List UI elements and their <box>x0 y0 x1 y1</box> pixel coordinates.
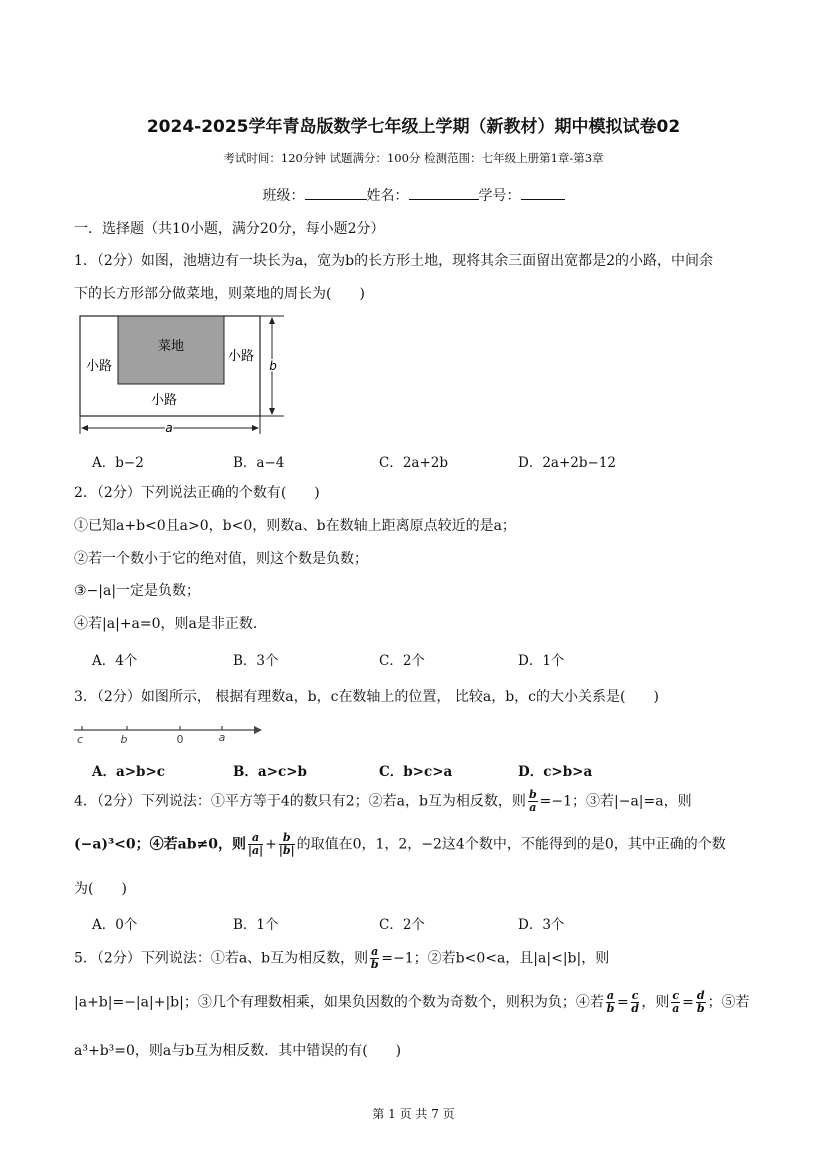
road-right-label: 小路 <box>227 349 255 364</box>
q1-line1: 1．（2分）如图，池塘边有一块长为a，宽为b的长方形土地，现将其余三面留出宽都是2的小路，中间余 <box>74 253 714 269</box>
q1-option-a[interactable]: A．b−2 <box>92 455 144 471</box>
q5-frac1-den: b <box>370 958 379 971</box>
student-info-line <box>0 185 827 205</box>
q5-frac5-num: d <box>696 989 705 1002</box>
q3-option-b[interactable]: B．a>c>b <box>233 764 307 780</box>
q5-line1 <box>74 946 609 971</box>
q3-option-c[interactable]: C．b>c>a <box>379 764 453 780</box>
b-arrow-up <box>269 317 275 324</box>
q5-line3: a³+b³=0，则a与b互为相反数．其中错误的有( ) <box>74 1043 402 1059</box>
q2-statement-3: ③−|a|一定是负数； <box>74 583 201 599</box>
q4-option-b[interactable]: B．1个 <box>233 917 279 933</box>
q5-line1-text-a: 5．（2分）下列说法：①若a、b互为相反数，则 <box>74 950 369 967</box>
q5-frac3-num: c <box>631 989 639 1002</box>
name-label: 姓名： <box>366 188 409 204</box>
q5-line2-text-a: |a+b|=−|a|+|b|；③几个有理数相乘，如果负因数的个数为奇数个，则积为负；④若 <box>74 994 604 1011</box>
axis-label-a: a <box>218 731 226 744</box>
q5-equals-1: = <box>616 994 629 1011</box>
axis-label-zero: 0 <box>176 733 184 746</box>
q4-line1 <box>74 789 692 814</box>
q5-line2 <box>74 990 750 1015</box>
axis-label-b: b <box>120 733 128 746</box>
q5-frac4-den: a <box>672 1002 680 1015</box>
q4-frac3-den: |b| <box>278 844 295 857</box>
q4-fraction-b-over-a <box>528 789 538 814</box>
q5-line2-text-e: ；⑤若 <box>707 994 750 1011</box>
q2-stem: 2．（2分）下列说法正确的个数有( ) <box>74 485 320 501</box>
q4-option-c[interactable]: C．2个 <box>379 917 425 933</box>
q5-frac4-num: c <box>672 989 680 1002</box>
q5-fraction-4 <box>671 990 680 1015</box>
id-blank <box>521 185 565 200</box>
class-blank <box>305 185 367 200</box>
page-footer: 第 1 页 共 7 页 <box>372 1107 455 1121</box>
q1-option-d[interactable]: D．2a+2b−12 <box>518 455 616 471</box>
a-arrow-right <box>252 425 259 431</box>
q5-line2-text-c: ，则 <box>641 994 670 1011</box>
axis-label-c: c <box>76 733 84 746</box>
q4-plus: + <box>265 836 277 853</box>
q5-frac5-den: b <box>696 1002 705 1015</box>
q1-figure <box>74 310 294 438</box>
page-title: 2024-2025学年青岛版数学七年级上学期（新教材）期中模拟试卷02 <box>146 117 681 137</box>
class-label: 班级： <box>262 188 305 204</box>
q4-line2-text-b: 的取值在0，1，2，−2这4个数中，不能得到的是0，其中正确的个数 <box>296 836 726 853</box>
road-left-label: 小路 <box>85 359 113 374</box>
q4-frac2-den: |a| <box>248 844 264 857</box>
q3-number-line <box>72 720 264 746</box>
q1-option-b[interactable]: B．a−4 <box>233 455 285 471</box>
q4-frac3-num: b <box>279 832 295 845</box>
name-blank <box>409 185 479 200</box>
label-a: a <box>165 421 173 435</box>
q1-line2: 下的长方形部分做菜地，则菜地的周长为( ) <box>74 286 365 302</box>
q3-stem: 3．（2分）如图所示， 根据有理数a，b，c在数轴上的位置， 比较a，b，c的大小关系是( ) <box>74 689 659 705</box>
q5-line1-text-b: =−1；②若b<0<a，且|a|<|b|，则 <box>381 950 610 967</box>
axis-arrow <box>254 726 262 734</box>
garden-label: 菜地 <box>157 339 185 354</box>
q5-frac2-num: a <box>606 989 614 1002</box>
q2-statement-2: ②若一个数小于它的绝对值，则这个数是负数； <box>74 551 368 567</box>
q4-frac2-num: a <box>248 832 263 845</box>
b-arrow-down <box>269 408 275 415</box>
q5-fraction-5 <box>696 990 706 1015</box>
q1-option-c[interactable]: C．2a+2b <box>379 455 449 471</box>
q5-frac3-den: d <box>631 1002 639 1015</box>
section-heading: 一．选择题（共10小题，满分20分，每小题2分） <box>74 221 385 237</box>
q4-option-d[interactable]: D．3个 <box>518 917 565 933</box>
q4-fraction-a-over-abs-a <box>248 832 263 857</box>
q5-fraction-a-over-b <box>370 946 379 971</box>
a-arrow-left <box>81 425 88 431</box>
q4-fraction-b-over-abs-b <box>279 832 295 857</box>
q4-line2 <box>74 832 726 857</box>
q5-fraction-2 <box>606 990 615 1015</box>
q2-option-b[interactable]: B．3个 <box>233 653 279 669</box>
q2-statement-1: ①已知a+b<0且a>0，b<0，则数a、b在数轴上距离原点较近的是a； <box>74 518 516 534</box>
q4-frac1-den: a <box>529 801 537 814</box>
q2-option-d[interactable]: D．1个 <box>518 653 565 669</box>
q5-frac1-num: a <box>371 945 379 958</box>
q2-option-c[interactable]: C．2个 <box>379 653 425 669</box>
label-b: b <box>269 359 277 373</box>
q5-fraction-3 <box>631 990 640 1015</box>
road-bottom-label: 小路 <box>150 393 178 408</box>
q4-line3: 为( ) <box>74 881 127 897</box>
q4-line1-text-b: =−1；③若|−a|=a，则 <box>539 793 692 810</box>
q2-option-a[interactable]: A．4个 <box>92 653 138 669</box>
q5-frac2-den: b <box>606 1002 615 1015</box>
q3-option-d[interactable]: D．c>b>a <box>518 764 593 780</box>
q3-option-a[interactable]: A．a>b>c <box>92 764 166 780</box>
q4-frac1-num: b <box>528 788 537 801</box>
q5-equals-2: = <box>682 994 694 1011</box>
q4-option-a[interactable]: A．0个 <box>92 917 138 933</box>
q2-statement-4: ④若|a|+a=0，则a是非正数． <box>74 616 267 632</box>
id-label: 学号： <box>478 188 521 204</box>
exam-meta: 考试时间：120分钟 试题满分：100分 检测范围：七年级上册第1章-第3章 <box>223 151 604 165</box>
q4-line2-text-a: (−a)³<0；④若ab≠0，则 <box>74 836 246 853</box>
q4-line1-text-a: 4．（2分）下列说法：①平方等于4的数只有2；②若a，b互为相反数，则 <box>74 793 526 810</box>
